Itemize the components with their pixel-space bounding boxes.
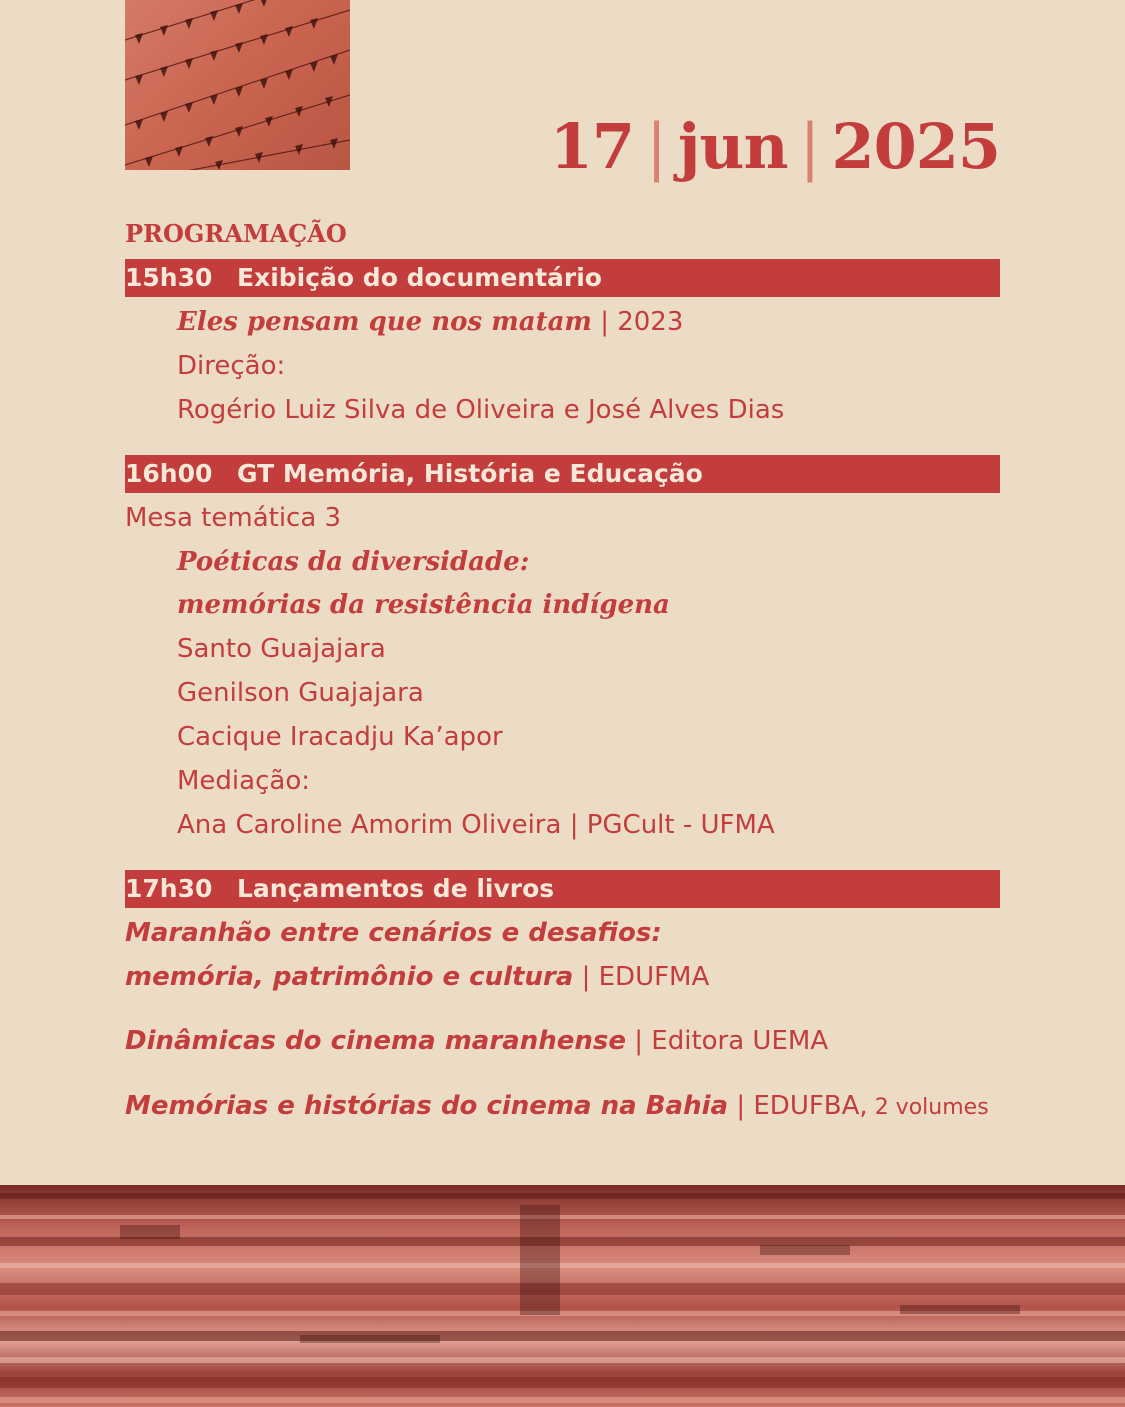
date-year: 2025 [831, 110, 1000, 183]
time-label: 15h30 [125, 263, 213, 292]
speaker: Cacique Iracadju Ka’apor [177, 722, 503, 752]
bunting-photo [125, 0, 350, 170]
date-separator: | [799, 110, 820, 183]
book-3-publisher: | EDUFBA, [728, 1091, 868, 1121]
activity-title: GT Memória, História e Educação [237, 459, 703, 488]
film-year: | 2023 [591, 307, 684, 337]
schedule-bar-1730 [125, 870, 1000, 908]
book-3-title: Memórias e histórias do cinema na Bahia [125, 1091, 729, 1121]
direction-label: Direção: [177, 351, 286, 381]
schedule-bar-1530 [125, 259, 1000, 297]
date-month: jun [677, 110, 788, 183]
mediation-label: Mediação: [177, 766, 310, 796]
mediator: Ana Caroline Amorim Oliveira | PGCult - UFMA [177, 810, 775, 840]
book-2-publisher: | Editora UEMA [626, 1026, 829, 1056]
time-label: 16h00 [125, 459, 213, 488]
book-1-line-2 [125, 962, 709, 992]
program-heading: PROGRAMAÇÃO [125, 219, 347, 248]
book-1-title-line-1: Maranhão entre cenários e desafios: [125, 918, 662, 948]
motion-blur-photo [0, 1185, 1125, 1407]
directors: Rogério Luiz Silva de Oliveira e José Alves Dias [177, 395, 785, 425]
book-3-volumes: 2 volumes [867, 1095, 989, 1120]
book-1-title-line-2: memória, patrimônio e cultura [125, 962, 574, 992]
schedule-bar-1600 [125, 455, 1000, 493]
film-title: Eles pensam que nos matam [177, 307, 592, 337]
time-label: 17h30 [125, 874, 213, 903]
event-date [550, 110, 1000, 183]
book-2 [125, 1026, 828, 1056]
session-label: Mesa temática 3 [125, 503, 342, 533]
date-day: 17 [549, 110, 635, 183]
speaker: Santo Guajajara [177, 634, 386, 664]
theme-line-1: Poéticas da diversidade: [177, 547, 530, 577]
theme-line-2: memórias da resistência indígena [177, 590, 670, 620]
speaker: Genilson Guajajara [177, 678, 424, 708]
date-separator: | [646, 110, 666, 183]
book-2-title: Dinâmicas do cinema maranhense [125, 1026, 626, 1056]
book-1-publisher: | EDUFMA [573, 962, 710, 992]
film-line [177, 307, 683, 337]
activity-title: Exibição do documentário [237, 263, 602, 292]
book-3 [125, 1091, 989, 1121]
activity-title: Lançamentos de livros [237, 874, 555, 903]
